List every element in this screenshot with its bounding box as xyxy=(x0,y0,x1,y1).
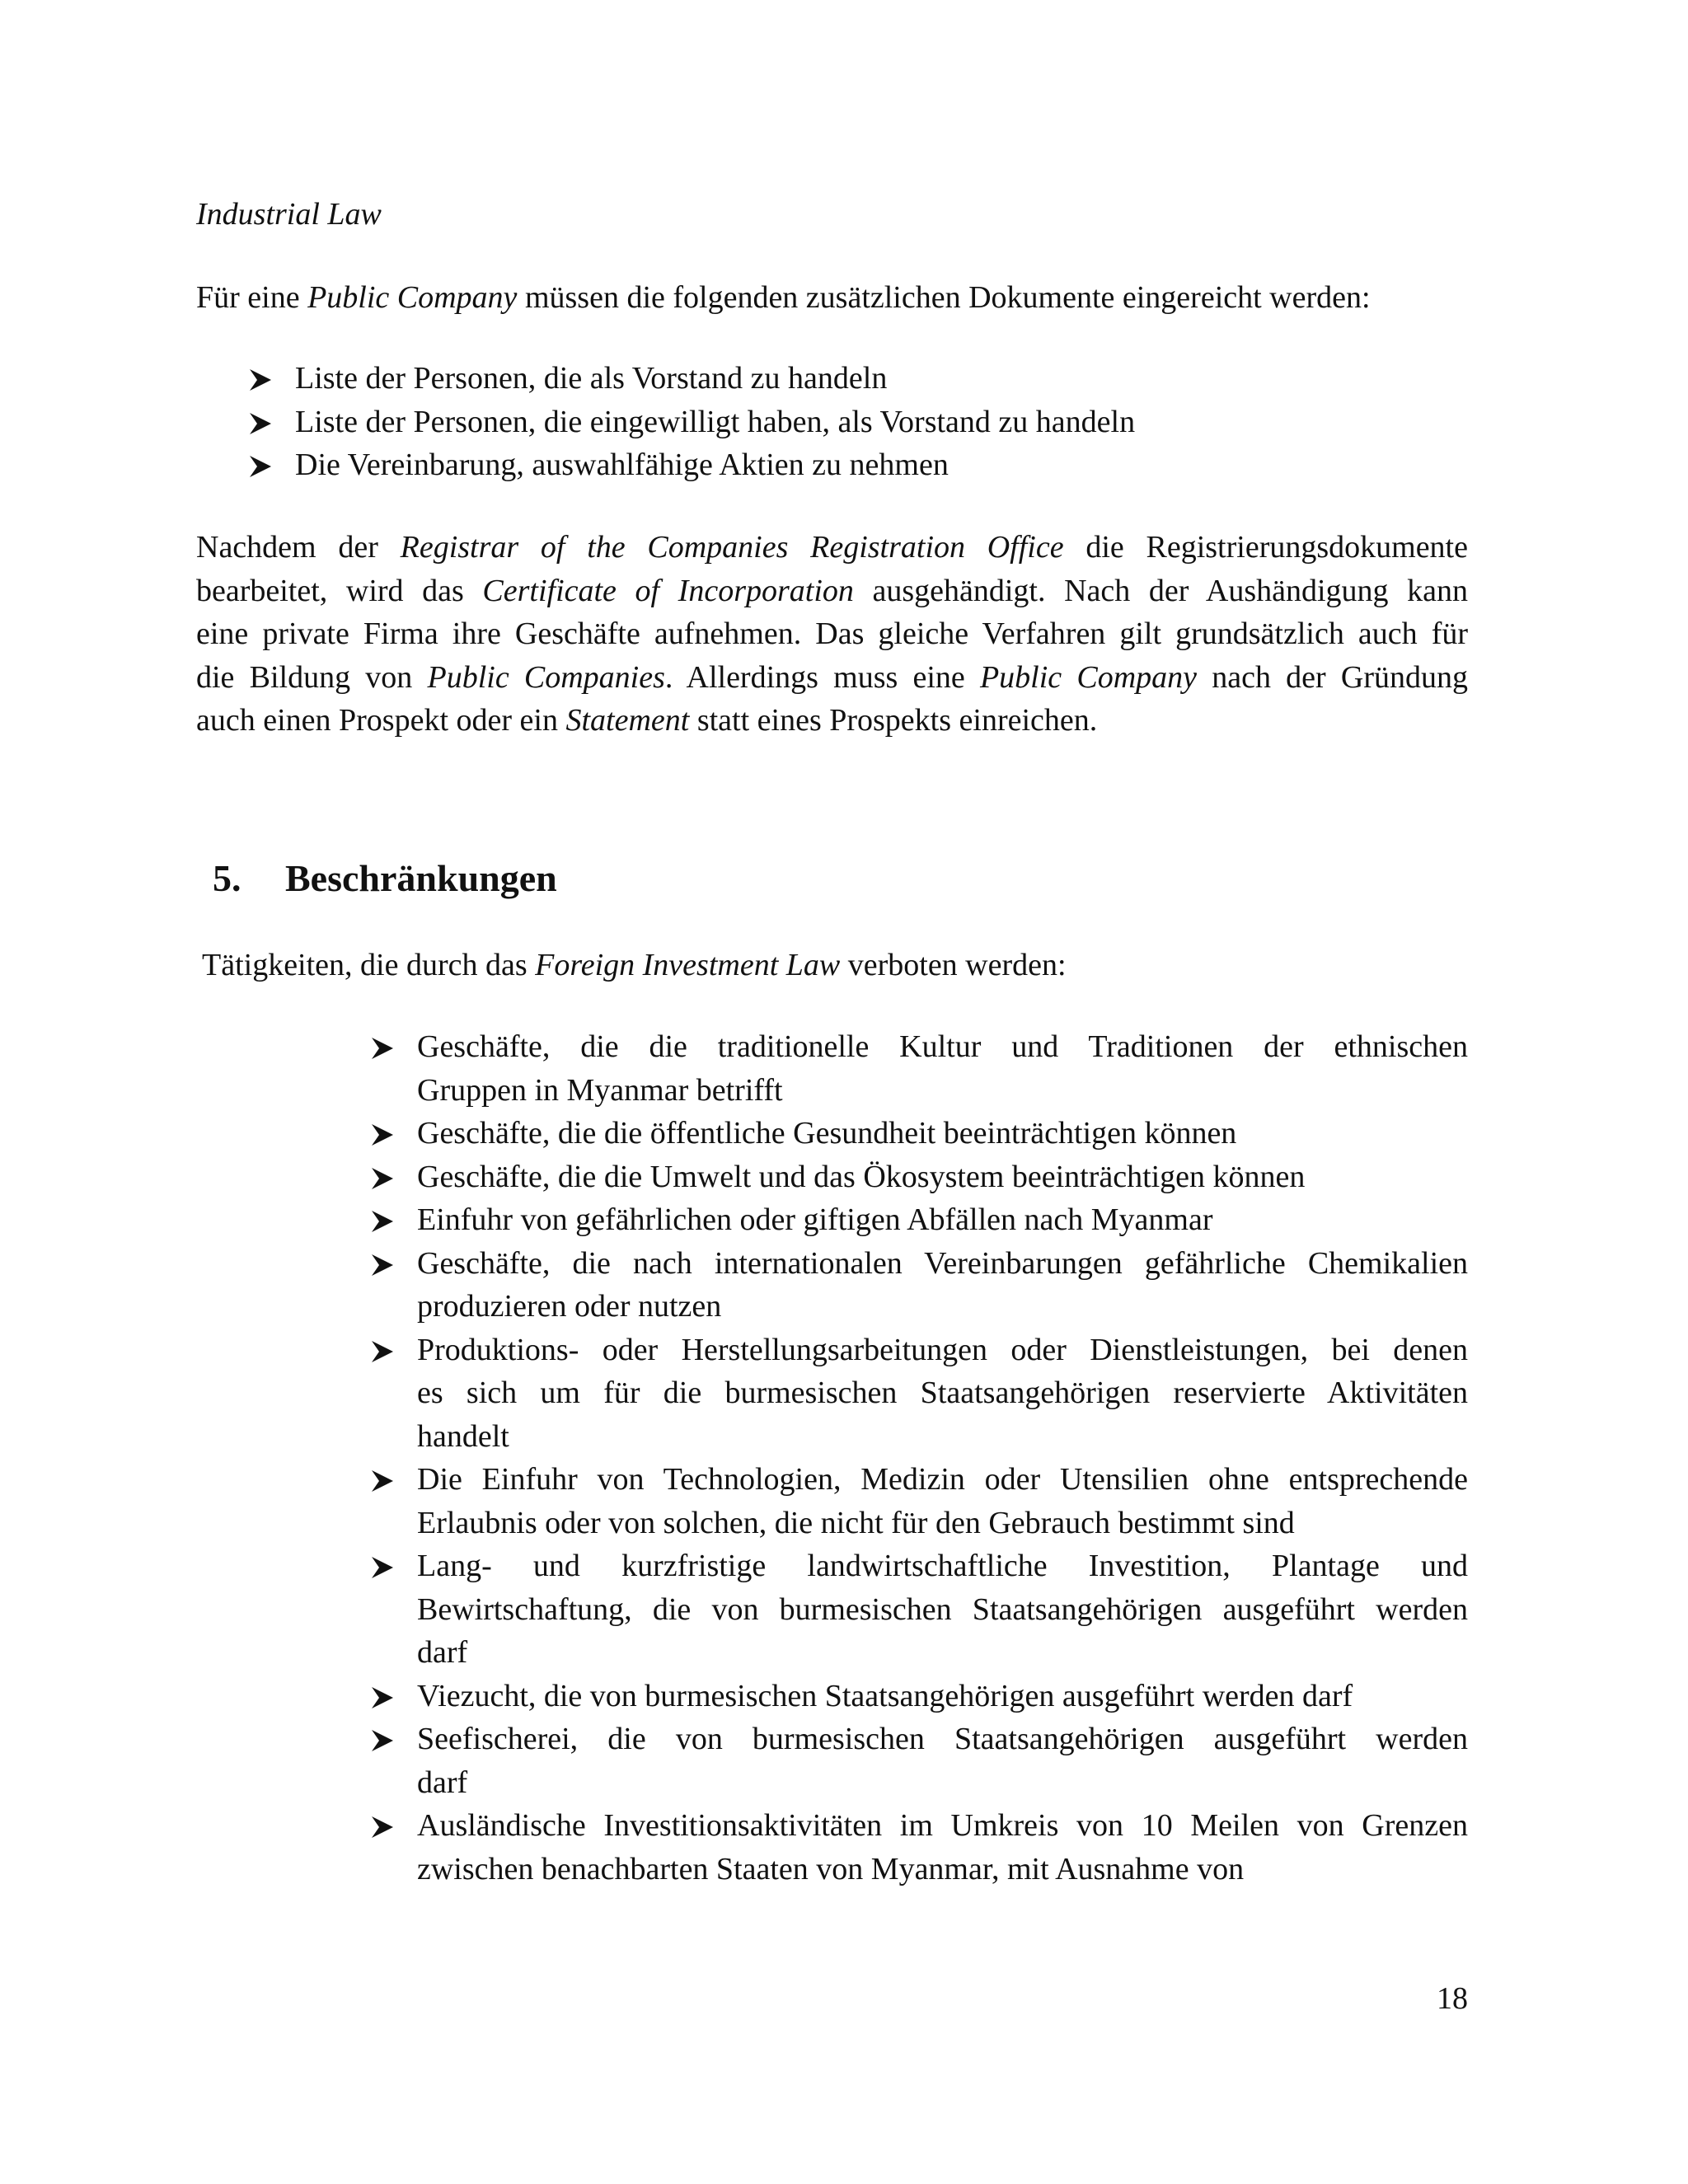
paragraph-line xyxy=(196,699,1468,743)
list-item-line: Die Einfuhr von Technologien, Medizin oder Utensilien ohne entsprechende xyxy=(417,1462,1468,1497)
text-run: ausgehändigt. Nach der Aushändigung kann xyxy=(853,573,1468,608)
arrowhead-bullet-icon xyxy=(371,1816,394,1839)
list-item-line: Produktions- oder Herstellungsarbeitungen oder Dienstleistungen, bei denen xyxy=(417,1332,1468,1367)
list-item xyxy=(417,1718,1468,1804)
section-title: Beschränkungen xyxy=(285,857,557,899)
arrowhead-bullet-icon xyxy=(371,1167,394,1190)
list-item-line: Ausländische Investitionsaktivitäten im Umkreis von 10 Meilen von Grenzen xyxy=(417,1808,1468,1843)
list-item xyxy=(417,1025,1468,1112)
text-run-italic: Registrar of the Companies Registration Office xyxy=(400,530,1064,565)
list-item xyxy=(417,1198,1468,1242)
list-item-line: Gruppen in Myanmar betrifft xyxy=(417,1072,783,1108)
paragraph-line xyxy=(196,526,1468,569)
list-item xyxy=(295,401,1465,444)
arrowhead-bullet-icon xyxy=(371,1686,394,1709)
list-item-line: Viezucht, die von burmesischen Staatsangehörigen ausgeführt werden darf xyxy=(417,1678,1353,1713)
list-item xyxy=(417,1242,1468,1329)
section-heading xyxy=(213,854,557,903)
list-item-line: Erlaubnis oder von solchen, die nicht für den Gebrauch bestimmt sind xyxy=(417,1505,1295,1540)
list-item-text: Die Vereinbarung, auswahlfähige Aktien zu nehmen xyxy=(295,448,949,482)
arrowhead-bullet-icon xyxy=(371,1556,394,1579)
arrowhead-bullet-icon xyxy=(249,412,272,435)
list-item-line: Geschäfte, die die Umwelt und das Ökosystem beeinträchtigen können xyxy=(417,1159,1306,1194)
intro-suffix: müssen die folgenden zusätzlichen Dokumente eingereicht werden: xyxy=(517,280,1371,315)
arrowhead-bullet-icon xyxy=(371,1729,394,1752)
list-item xyxy=(417,1112,1468,1155)
list-item xyxy=(417,1458,1468,1544)
list-item xyxy=(417,1329,1468,1459)
list-item xyxy=(295,357,1465,401)
arrowhead-bullet-icon xyxy=(249,455,272,478)
text-run: auch einen Prospekt oder ein xyxy=(196,703,566,738)
subsection-heading: Industrial Law xyxy=(196,197,382,232)
list-item-line: Geschäfte, die die öffentliche Gesundheit beeinträchtigen können xyxy=(417,1116,1237,1151)
list-item-text: Liste der Personen, die eingewilligt haben, als Vorstand zu handeln xyxy=(295,404,1136,439)
arrowhead-bullet-icon xyxy=(371,1469,394,1493)
text-run: verboten werden: xyxy=(840,948,1067,982)
text-run-italic: Foreign Investment Law xyxy=(535,948,841,982)
list-item xyxy=(417,1155,1468,1199)
arrowhead-bullet-icon xyxy=(371,1254,394,1277)
section-number: 5. xyxy=(213,857,241,899)
list-item-line: handelt xyxy=(417,1418,509,1454)
list-item xyxy=(417,1675,1468,1718)
list-item-line: Geschäfte, die nach internationalen Vereinbarungen gefährliche Chemikalien xyxy=(417,1245,1468,1281)
text-run-italic: Certificate of Incorporation xyxy=(482,573,854,608)
list-item-text: Liste der Personen, die als Vorstand zu handeln xyxy=(295,361,888,396)
arrowhead-bullet-icon xyxy=(371,1340,394,1363)
list-item-line: Seefischerei, die von burmesischen Staatsangehörigen ausgeführt werden xyxy=(417,1722,1468,1756)
text-run: statt eines Prospekts einreichen. xyxy=(689,703,1098,738)
intro-prefix: Für eine xyxy=(196,280,308,315)
registrar-paragraph xyxy=(196,526,1468,743)
arrowhead-bullet-icon xyxy=(371,1037,394,1060)
page-number: 18 xyxy=(1437,1981,1468,2016)
list-item-line: Bewirtschaftung, die von burmesischen Staatsangehörigen ausgeführt werden xyxy=(417,1591,1468,1627)
text-run: . Allerdings muss eine xyxy=(664,659,980,695)
intro-sentence xyxy=(196,276,1371,320)
list-item-line: Einfuhr von gefährlichen oder giftigen Abfällen nach Myanmar xyxy=(417,1202,1213,1237)
arrowhead-bullet-icon xyxy=(249,368,272,391)
arrowhead-bullet-icon xyxy=(371,1210,394,1233)
paragraph-line xyxy=(196,569,1468,613)
text-run-italic: Public Companies xyxy=(427,659,665,695)
paragraph-line: eine private Firma ihre Geschäfte aufnehmen. Das gleiche Verfahren gilt grundsätzlich auch für xyxy=(196,616,1468,651)
arrowhead-bullet-icon xyxy=(371,1123,394,1146)
text-run: bearbeitet, wird das xyxy=(196,573,483,608)
list-item-line: produzieren oder nutzen xyxy=(417,1289,722,1324)
intro-emphasis: Public Company xyxy=(307,280,518,315)
text-run: Tätigkeiten, die durch das xyxy=(202,948,536,982)
text-run-italic: Statement xyxy=(565,703,690,738)
list-item-line: Lang- und kurzfristige landwirtschaftliche Investition, Plantage und xyxy=(417,1549,1468,1583)
restrictions-list xyxy=(417,1025,1468,1891)
list-item-line: Geschäfte, die die traditionelle Kultur und Traditionen der ethnischen xyxy=(417,1029,1468,1064)
list-item-line: darf xyxy=(417,1765,468,1800)
restrictions-lead xyxy=(202,944,1067,987)
text-run: Nachdem der xyxy=(196,530,401,565)
text-run-italic: Public Company xyxy=(979,659,1198,695)
required-documents-list xyxy=(295,357,1465,487)
text-run: die Registrierungsdokumente xyxy=(1063,530,1468,565)
list-item xyxy=(295,443,1465,487)
list-item xyxy=(417,1804,1468,1891)
text-run: nach der Gründung xyxy=(1197,659,1468,695)
list-item-line: zwischen benachbarten Staaten von Myanmar, mit Ausnahme von xyxy=(417,1851,1245,1886)
list-item-line: es sich um für die burmesischen Staatsangehörigen reservierte Aktivitäten xyxy=(417,1376,1468,1410)
list-item xyxy=(417,1544,1468,1675)
paragraph-line xyxy=(196,656,1468,700)
list-item-line: darf xyxy=(417,1635,468,1670)
text-run: die Bildung von xyxy=(196,659,428,695)
